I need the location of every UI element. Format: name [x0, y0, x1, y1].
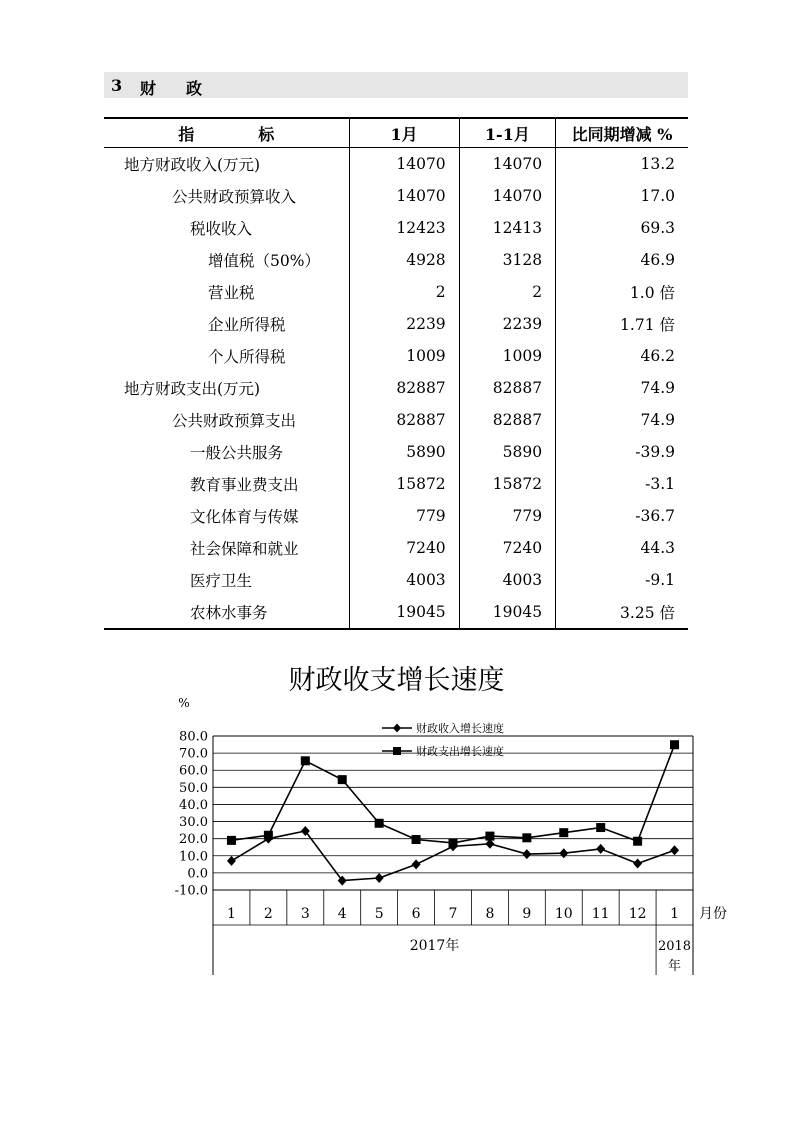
cell-month: 14070	[349, 148, 459, 181]
row-label: 医疗卫生	[190, 572, 253, 590]
cell-change: -36.7	[556, 500, 688, 532]
cell-cumulative: 14070	[459, 180, 555, 212]
cell-month: 5890	[349, 436, 459, 468]
x-tick-label: 4	[337, 906, 347, 922]
cell-cumulative: 1009	[459, 340, 555, 372]
cell-cumulative: 12413	[459, 212, 555, 244]
row-label: 教育事业费支出	[190, 476, 299, 494]
cell-change: 1.71 倍	[556, 308, 688, 340]
x-tick-label: 9	[522, 906, 532, 922]
cell-cumulative: 5890	[459, 436, 555, 468]
x-tick-label: 12	[628, 906, 647, 922]
cell-change: 17.0	[556, 180, 688, 212]
data-point-diamond	[375, 873, 384, 883]
y-tick-label: 70.0	[179, 746, 208, 762]
row-label: 地方财政收入(万元)	[124, 156, 261, 174]
legend-label: 财政支出增长速度	[416, 745, 504, 758]
cell-month: 12423	[349, 212, 459, 244]
section-title: 财政	[140, 79, 233, 98]
cell-change: 3.25 倍	[556, 596, 688, 629]
cell-change: 1.0 倍	[556, 276, 688, 308]
cell-change: 46.9	[556, 244, 688, 276]
data-point-diamond	[596, 844, 605, 854]
cell-change: 74.9	[556, 404, 688, 436]
cell-cumulative: 7240	[459, 532, 555, 564]
cell-cumulative: 19045	[459, 596, 555, 629]
data-point-square	[227, 836, 236, 845]
cell-cumulative: 82887	[459, 404, 555, 436]
section-number: 3	[111, 76, 123, 95]
year-group-label-line2: 年	[668, 959, 682, 974]
data-point-diamond	[522, 849, 531, 859]
cell-month: 2	[349, 276, 459, 308]
data-point-square	[264, 831, 273, 840]
chart-title: 财政收支增长速度	[288, 665, 505, 696]
cell-month: 2239	[349, 308, 459, 340]
header-cumulative: 1-1月	[459, 118, 555, 148]
row-label: 营业税	[208, 284, 255, 302]
x-tick-label: 5	[374, 906, 384, 922]
y-tick-label: 10.0	[179, 849, 208, 865]
x-tick-label: 3	[300, 906, 310, 922]
x-tick-label: 6	[411, 906, 421, 922]
data-point-square	[375, 819, 384, 828]
row-label: 文化体育与传媒	[190, 508, 299, 526]
cell-month: 1009	[349, 340, 459, 372]
cell-month: 82887	[349, 404, 459, 436]
data-point-square	[412, 835, 421, 844]
data-point-square	[485, 832, 494, 841]
row-label: 税收收入	[190, 220, 253, 238]
row-label: 增值税（50%）	[208, 252, 320, 270]
year-group-label: 2017年	[409, 938, 460, 954]
row-label: 公共财政预算收入	[172, 188, 297, 206]
data-point-square	[633, 837, 642, 846]
cell-change: 46.2	[556, 340, 688, 372]
cell-cumulative: 15872	[459, 468, 555, 500]
y-tick-label: 60.0	[179, 763, 208, 779]
cell-month: 82887	[349, 372, 459, 404]
data-point-square	[670, 740, 679, 749]
x-axis-label: 月份	[699, 906, 727, 922]
cell-cumulative: 14070	[459, 148, 555, 181]
y-tick-label: 80.0	[179, 729, 208, 745]
row-label: 农林水事务	[104, 596, 349, 629]
y-tick-label: 40.0	[179, 797, 208, 813]
y-tick-label: 30.0	[179, 815, 208, 831]
x-tick-label: 10	[554, 906, 573, 922]
cell-change: 69.3	[556, 212, 688, 244]
series-line-2	[231, 745, 674, 843]
cell-month: 14070	[349, 180, 459, 212]
x-tick-label: 1	[227, 906, 236, 922]
x-tick-label: 2	[263, 906, 273, 922]
data-point-diamond	[412, 859, 421, 869]
cell-cumulative: 4003	[459, 564, 555, 596]
y-tick-label: 0.0	[187, 866, 208, 882]
x-tick-label: 1	[670, 906, 679, 922]
data-point-diamond	[670, 845, 679, 855]
cell-month: 19045	[349, 596, 459, 629]
cell-cumulative: 2239	[459, 308, 555, 340]
cell-change: -39.9	[556, 436, 688, 468]
legend-marker-square	[393, 747, 401, 755]
row-label: 企业所得税	[208, 316, 286, 334]
cell-change: -3.1	[556, 468, 688, 500]
data-point-square	[338, 775, 347, 784]
legend-marker-diamond	[393, 724, 401, 733]
y-tick-label: -10.0	[174, 883, 208, 899]
cell-month: 4928	[349, 244, 459, 276]
row-label: 个人所得税	[208, 348, 286, 366]
y-tick-label: 50.0	[179, 780, 208, 796]
cell-month: 15872	[349, 468, 459, 500]
cell-change: -9.1	[556, 564, 688, 596]
header-indicator: 指 标	[104, 118, 349, 148]
cell-month: 4003	[349, 564, 459, 596]
data-point-square	[559, 828, 568, 837]
data-point-diamond	[227, 856, 236, 866]
data-point-square	[449, 838, 458, 847]
y-axis-label: %	[178, 696, 190, 710]
row-label: 一般公共服务	[190, 444, 284, 462]
year-group-label-line1: 2018	[657, 939, 692, 954]
data-point-diamond	[559, 848, 568, 858]
data-point-square	[522, 833, 531, 842]
cell-cumulative: 82887	[459, 372, 555, 404]
cell-change: 74.9	[556, 372, 688, 404]
header-change: 比同期增减 %	[556, 118, 688, 148]
cell-cumulative: 779	[459, 500, 555, 532]
x-tick-label: 8	[485, 906, 495, 922]
row-label: 公共财政预算支出	[172, 412, 297, 430]
y-tick-label: 20.0	[179, 832, 208, 848]
cell-cumulative: 3128	[459, 244, 555, 276]
row-label: 地方财政支出(万元)	[124, 380, 261, 398]
legend-label: 财政收入增长速度	[416, 722, 504, 735]
x-tick-label: 11	[591, 906, 610, 922]
data-point-square	[596, 823, 605, 832]
data-point-square	[301, 756, 310, 765]
cell-change: 13.2	[556, 148, 688, 181]
cell-month: 779	[349, 500, 459, 532]
data-point-diamond	[633, 858, 642, 868]
cell-cumulative: 2	[459, 276, 555, 308]
cell-month: 7240	[349, 532, 459, 564]
x-tick-label: 7	[448, 906, 458, 922]
header-month: 1月	[349, 118, 459, 148]
row-label: 社会保障和就业	[190, 540, 299, 558]
cell-change: 44.3	[556, 532, 688, 564]
